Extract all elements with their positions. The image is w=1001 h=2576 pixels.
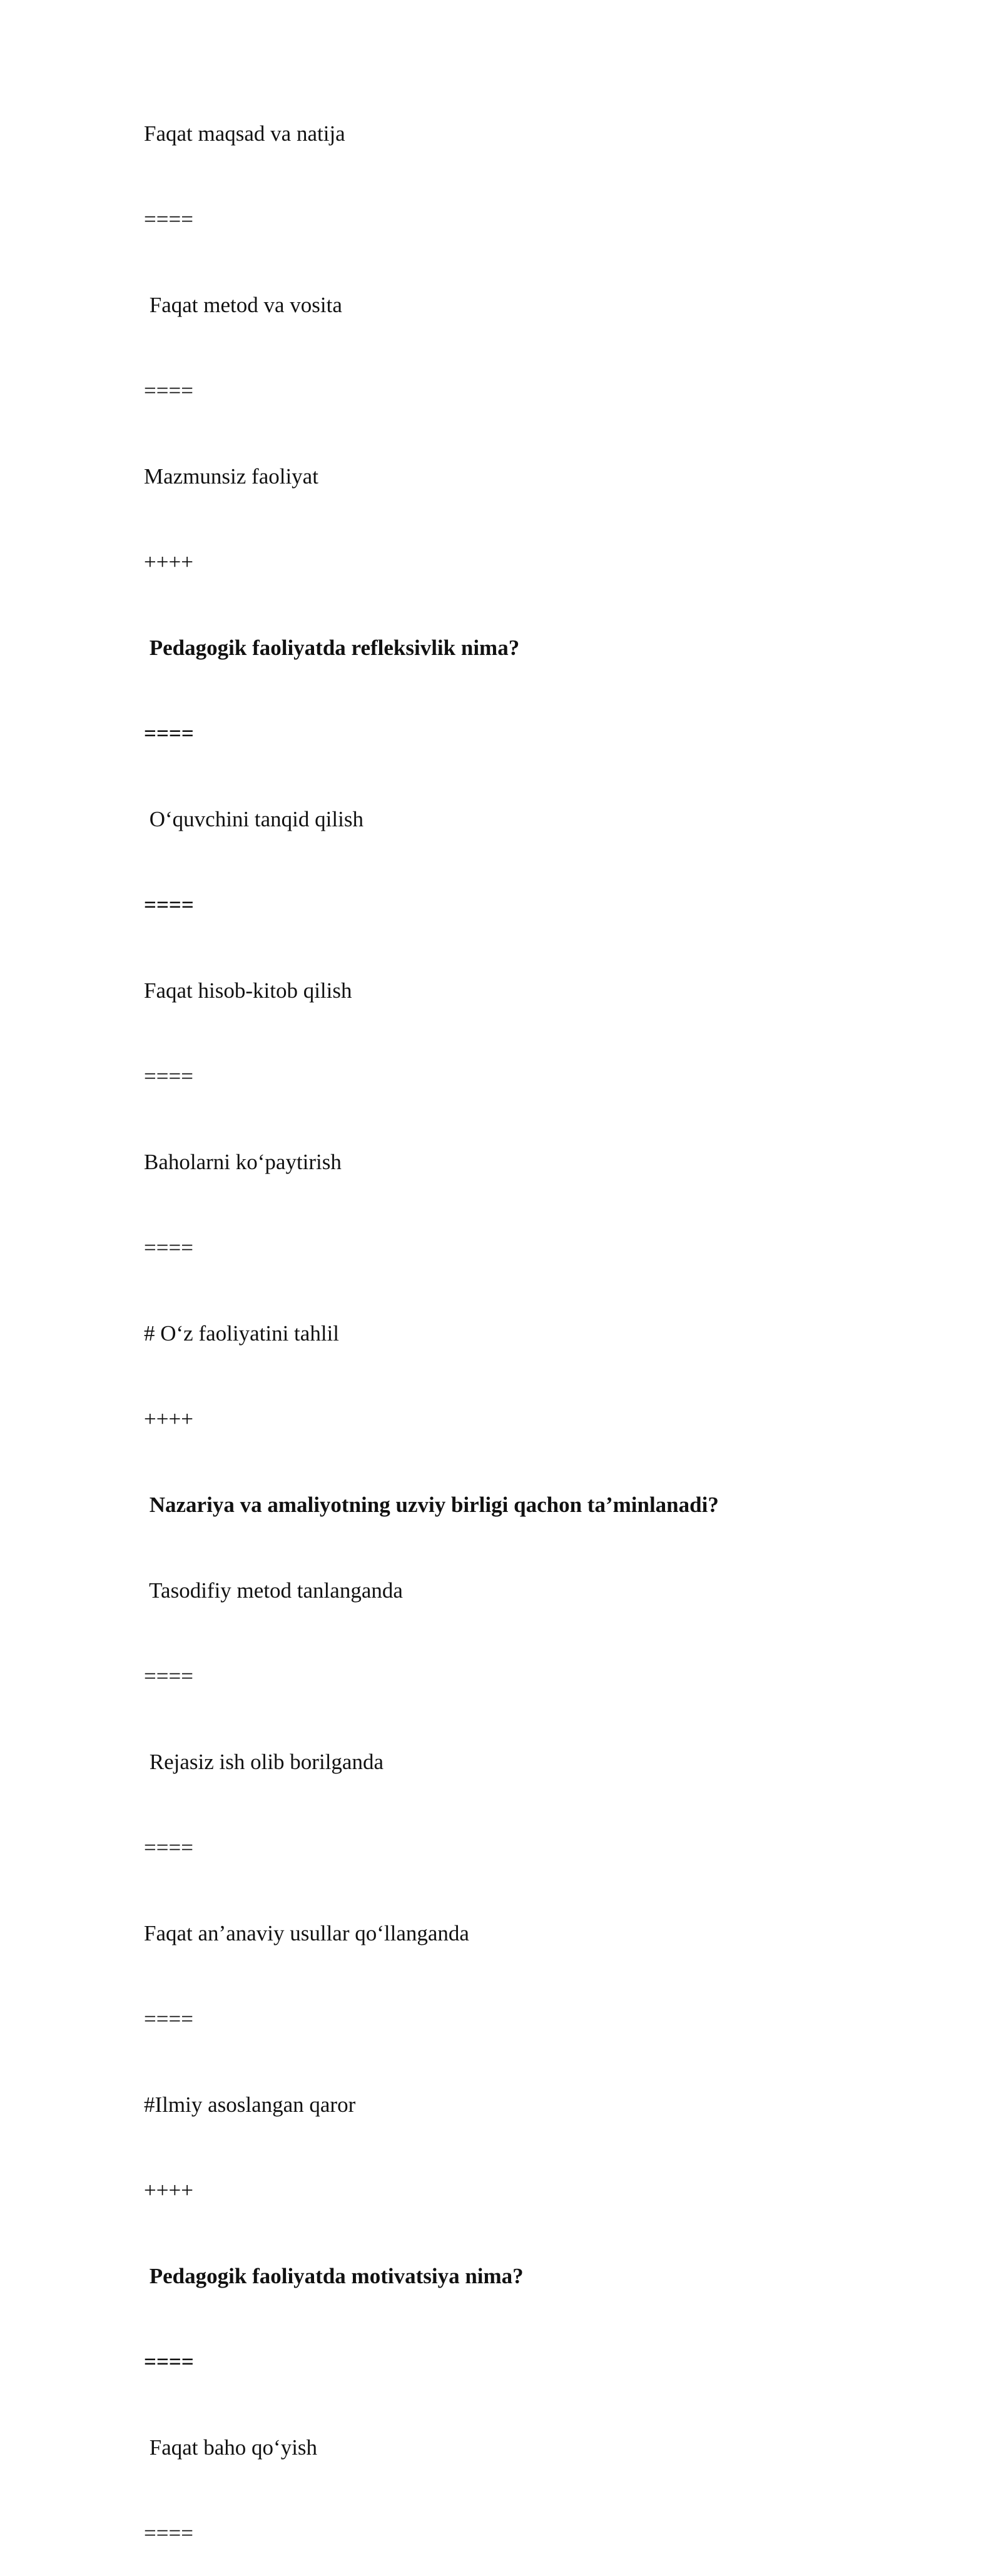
question-text: Nazariya va amaliyotning uzviy birligi qachon ta’minlanadi? [144,1493,719,1517]
separator-line: ==== [144,2350,194,2374]
separator-line: ==== [144,2007,193,2031]
separator-line: ==== [144,2521,193,2545]
answer-option: Baholarni ko‘paytirish [144,1150,342,1174]
question-text: Pedagogik faoliyatda motivatsiya nima? [144,2264,524,2288]
answer-option: Mazmunsiz faoliyat [144,464,318,489]
correct-answer: # O‘z faoliyatini tahlil [144,1321,339,1346]
separator-line: ==== [144,1064,193,1088]
question-text: Pedagogik faoliyatda refleksivlik nima? [144,636,520,660]
correct-answer: #Ilmiy asoslangan qaror [144,2092,356,2117]
separator-line: ==== [144,893,194,917]
question-delimiter: ++++ [144,2178,193,2203]
separator-line: ==== [144,207,193,231]
answer-option: Rejasiz ish olib borilganda [144,1750,384,1774]
question-delimiter: ++++ [144,1407,193,1431]
answer-option: Faqat metod va vosita [144,293,342,317]
answer-option: Faqat maqsad va natija [144,121,345,146]
separator-line: ==== [144,1235,193,1260]
answer-option: Faqat an’anaviy usullar qo‘llanganda [144,1921,469,1945]
answer-option: Faqat baho qo‘yish [144,2435,318,2460]
answer-option: O‘quvchini tanqid qilish [144,807,363,831]
question-delimiter: ++++ [144,550,193,574]
answer-option: Faqat hisob-kitob qilish [144,978,352,1003]
separator-line: ==== [144,721,194,746]
answer-option: Tasodifiy metod tanlanganda [144,1578,403,1603]
separator-line: ==== [144,1664,193,1688]
document-body [144,91,895,2576]
separator-line: ==== [144,1835,193,1860]
separator-line: ==== [144,378,193,403]
